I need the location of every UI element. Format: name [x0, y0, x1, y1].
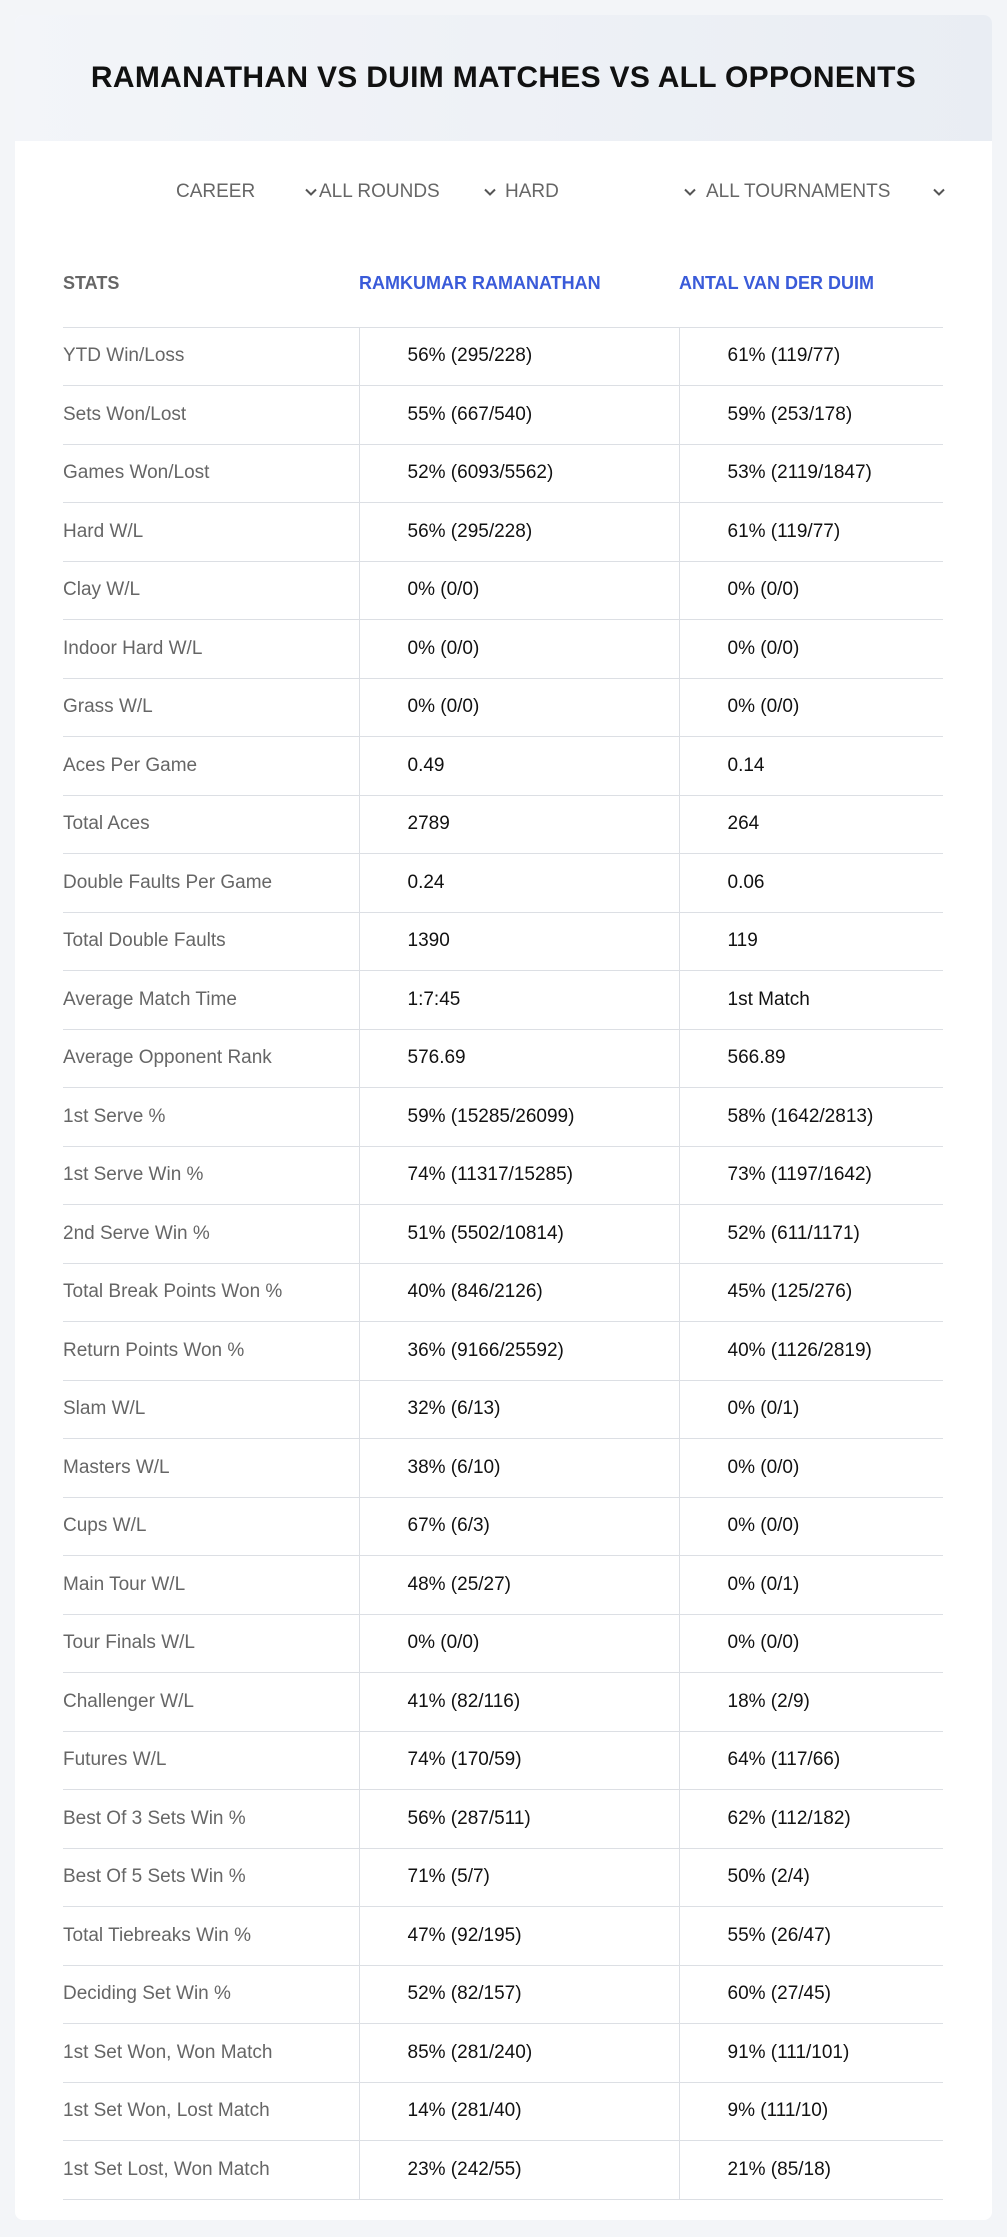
player2-value: 59% (253/178)	[679, 386, 943, 445]
filter-bar	[15, 141, 992, 231]
player1-value: 0% (0/0)	[359, 678, 679, 737]
table-row	[63, 1029, 943, 1088]
stat-label: Slam W/L	[63, 1380, 359, 1439]
table-row	[63, 1322, 943, 1381]
chevron-down-icon	[932, 185, 946, 199]
player2-value: 58% (1642/2813)	[679, 1088, 943, 1147]
player1-value: 0% (0/0)	[359, 561, 679, 620]
player1-value: 36% (9166/25592)	[359, 1322, 679, 1381]
table-row	[63, 1848, 943, 1907]
player1-value: 71% (5/7)	[359, 1848, 679, 1907]
table-row	[63, 678, 943, 737]
table-header-row	[63, 231, 943, 327]
stat-label: YTD Win/Loss	[63, 327, 359, 386]
page-title: RAMANATHAN VS DUIM MATCHES VS ALL OPPONENTS	[90, 61, 917, 94]
player1-value: 52% (6093/5562)	[359, 444, 679, 503]
player2-value: 264	[679, 795, 943, 854]
player2-value: 64% (117/66)	[679, 1731, 943, 1790]
stat-label: 1st Set Lost, Won Match	[63, 2141, 359, 2200]
stat-label: 1st Serve %	[63, 1088, 359, 1147]
table-row	[63, 561, 943, 620]
stat-label: Clay W/L	[63, 561, 359, 620]
column-header-player1[interactable]: RAMKUMAR RAMANATHAN	[359, 231, 679, 327]
table-row	[63, 327, 943, 386]
player2-value: 0% (0/0)	[679, 678, 943, 737]
player1-value: 67% (6/3)	[359, 1497, 679, 1556]
table-row	[63, 2082, 943, 2141]
page-header	[15, 15, 992, 141]
player1-value: 1:7:45	[359, 971, 679, 1030]
player1-value: 0% (0/0)	[359, 1614, 679, 1673]
tournaments-dropdown-label: ALL TOURNAMENTS	[706, 181, 891, 202]
column-header-player2[interactable]: ANTAL VAN DER DUIM	[679, 231, 943, 327]
stat-label: Return Points Won %	[63, 1322, 359, 1381]
surface-dropdown[interactable]	[505, 181, 697, 203]
table-row	[63, 1439, 943, 1498]
player2-value: 21% (85/18)	[679, 2141, 943, 2200]
stat-label: Masters W/L	[63, 1439, 359, 1498]
table-row	[63, 1088, 943, 1147]
table-row	[63, 795, 943, 854]
player2-value: 61% (119/77)	[679, 503, 943, 562]
player2-value: 9% (111/10)	[679, 2082, 943, 2141]
player1-value: 0.49	[359, 737, 679, 796]
player1-value: 56% (295/228)	[359, 327, 679, 386]
table-row	[63, 1614, 943, 1673]
player1-value: 47% (92/195)	[359, 1907, 679, 1966]
player1-value: 85% (281/240)	[359, 2024, 679, 2083]
player1-value: 23% (242/55)	[359, 2141, 679, 2200]
table-row	[63, 1497, 943, 1556]
tournaments-dropdown[interactable]	[706, 181, 946, 203]
player1-value: 32% (6/13)	[359, 1380, 679, 1439]
stat-label: 1st Set Won, Won Match	[63, 2024, 359, 2083]
player1-value: 59% (15285/26099)	[359, 1088, 679, 1147]
player2-value: 55% (26/47)	[679, 1907, 943, 1966]
table-row	[63, 1380, 943, 1439]
player1-value: 55% (667/540)	[359, 386, 679, 445]
player1-value: 56% (295/228)	[359, 503, 679, 562]
player2-value: 0% (0/0)	[679, 620, 943, 679]
stat-label: Cups W/L	[63, 1497, 359, 1556]
table-row	[63, 1205, 943, 1264]
period-dropdown[interactable]	[176, 181, 318, 203]
stat-label: Aces Per Game	[63, 737, 359, 796]
stat-label: Best Of 3 Sets Win %	[63, 1790, 359, 1849]
player1-value: 2789	[359, 795, 679, 854]
surface-dropdown-label: HARD	[505, 181, 559, 202]
table-row	[63, 912, 943, 971]
stat-label: Tour Finals W/L	[63, 1614, 359, 1673]
table-row	[63, 2141, 943, 2200]
table-row	[63, 386, 943, 445]
player1-value: 576.69	[359, 1029, 679, 1088]
stat-label: Challenger W/L	[63, 1673, 359, 1732]
stat-label: Best Of 5 Sets Win %	[63, 1848, 359, 1907]
player2-value: 0% (0/1)	[679, 1556, 943, 1615]
stat-label: Total Double Faults	[63, 912, 359, 971]
player1-value: 14% (281/40)	[359, 2082, 679, 2141]
player2-value: 60% (27/45)	[679, 1965, 943, 2024]
player1-value: 40% (846/2126)	[359, 1263, 679, 1322]
player2-value: 566.89	[679, 1029, 943, 1088]
player2-value: 0% (0/0)	[679, 1614, 943, 1673]
player2-value: 45% (125/276)	[679, 1263, 943, 1322]
stat-label: Total Break Points Won %	[63, 1263, 359, 1322]
table-row	[63, 1790, 943, 1849]
player1-value: 0% (0/0)	[359, 620, 679, 679]
player2-value: 91% (111/101)	[679, 2024, 943, 2083]
player2-value: 62% (112/182)	[679, 1790, 943, 1849]
stats-card	[15, 15, 992, 2220]
stat-label: Average Match Time	[63, 971, 359, 1030]
player2-value: 0% (0/0)	[679, 1497, 943, 1556]
chevron-down-icon	[483, 185, 497, 199]
chevron-down-icon	[304, 185, 318, 199]
stat-label: Indoor Hard W/L	[63, 620, 359, 679]
player1-value: 38% (6/10)	[359, 1439, 679, 1498]
column-header-stats: STATS	[63, 231, 359, 327]
table-row	[63, 971, 943, 1030]
player2-value: 50% (2/4)	[679, 1848, 943, 1907]
table-row	[63, 1965, 943, 2024]
player2-value: 119	[679, 912, 943, 971]
player1-value: 74% (170/59)	[359, 1731, 679, 1790]
player1-value: 51% (5502/10814)	[359, 1205, 679, 1264]
table-row	[63, 1263, 943, 1322]
player2-value: 61% (119/77)	[679, 327, 943, 386]
stats-table	[63, 231, 943, 2200]
player2-value: 40% (1126/2819)	[679, 1322, 943, 1381]
period-dropdown-label: CAREER	[176, 181, 256, 202]
stat-label: 1st Set Won, Lost Match	[63, 2082, 359, 2141]
table-row	[63, 737, 943, 796]
player1-value: 52% (82/157)	[359, 1965, 679, 2024]
stat-label: Average Opponent Rank	[63, 1029, 359, 1088]
player2-value: 18% (2/9)	[679, 1673, 943, 1732]
player2-value: 1st Match	[679, 971, 943, 1030]
stat-label: Futures W/L	[63, 1731, 359, 1790]
player2-value: 0.06	[679, 854, 943, 913]
stat-label: Total Tiebreaks Win %	[63, 1907, 359, 1966]
table-row	[63, 503, 943, 562]
player1-value: 56% (287/511)	[359, 1790, 679, 1849]
rounds-dropdown[interactable]	[319, 181, 497, 203]
player1-value: 1390	[359, 912, 679, 971]
stat-label: Grass W/L	[63, 678, 359, 737]
table-row	[63, 2024, 943, 2083]
table-row	[63, 1907, 943, 1966]
stat-label: Main Tour W/L	[63, 1556, 359, 1615]
player1-value: 74% (11317/15285)	[359, 1146, 679, 1205]
player2-value: 0.14	[679, 737, 943, 796]
table-row	[63, 1146, 943, 1205]
player2-value: 73% (1197/1642)	[679, 1146, 943, 1205]
table-row	[63, 1673, 943, 1732]
stat-label: Deciding Set Win %	[63, 1965, 359, 2024]
table-row	[63, 1556, 943, 1615]
player1-value: 48% (25/27)	[359, 1556, 679, 1615]
table-row	[63, 444, 943, 503]
player2-value: 0% (0/1)	[679, 1380, 943, 1439]
table-row	[63, 1731, 943, 1790]
rounds-dropdown-label: ALL ROUNDS	[319, 181, 440, 202]
table-row	[63, 620, 943, 679]
stat-label: Games Won/Lost	[63, 444, 359, 503]
player1-value: 0.24	[359, 854, 679, 913]
player2-value: 0% (0/0)	[679, 1439, 943, 1498]
chevron-down-icon	[683, 185, 697, 199]
player1-value: 41% (82/116)	[359, 1673, 679, 1732]
player2-value: 53% (2119/1847)	[679, 444, 943, 503]
stat-label: Hard W/L	[63, 503, 359, 562]
stat-label: 1st Serve Win %	[63, 1146, 359, 1205]
stat-label: Sets Won/Lost	[63, 386, 359, 445]
stat-label: Total Aces	[63, 795, 359, 854]
stat-label: Double Faults Per Game	[63, 854, 359, 913]
stat-label: 2nd Serve Win %	[63, 1205, 359, 1264]
player2-value: 52% (611/1171)	[679, 1205, 943, 1264]
player2-value: 0% (0/0)	[679, 561, 943, 620]
table-row	[63, 854, 943, 913]
